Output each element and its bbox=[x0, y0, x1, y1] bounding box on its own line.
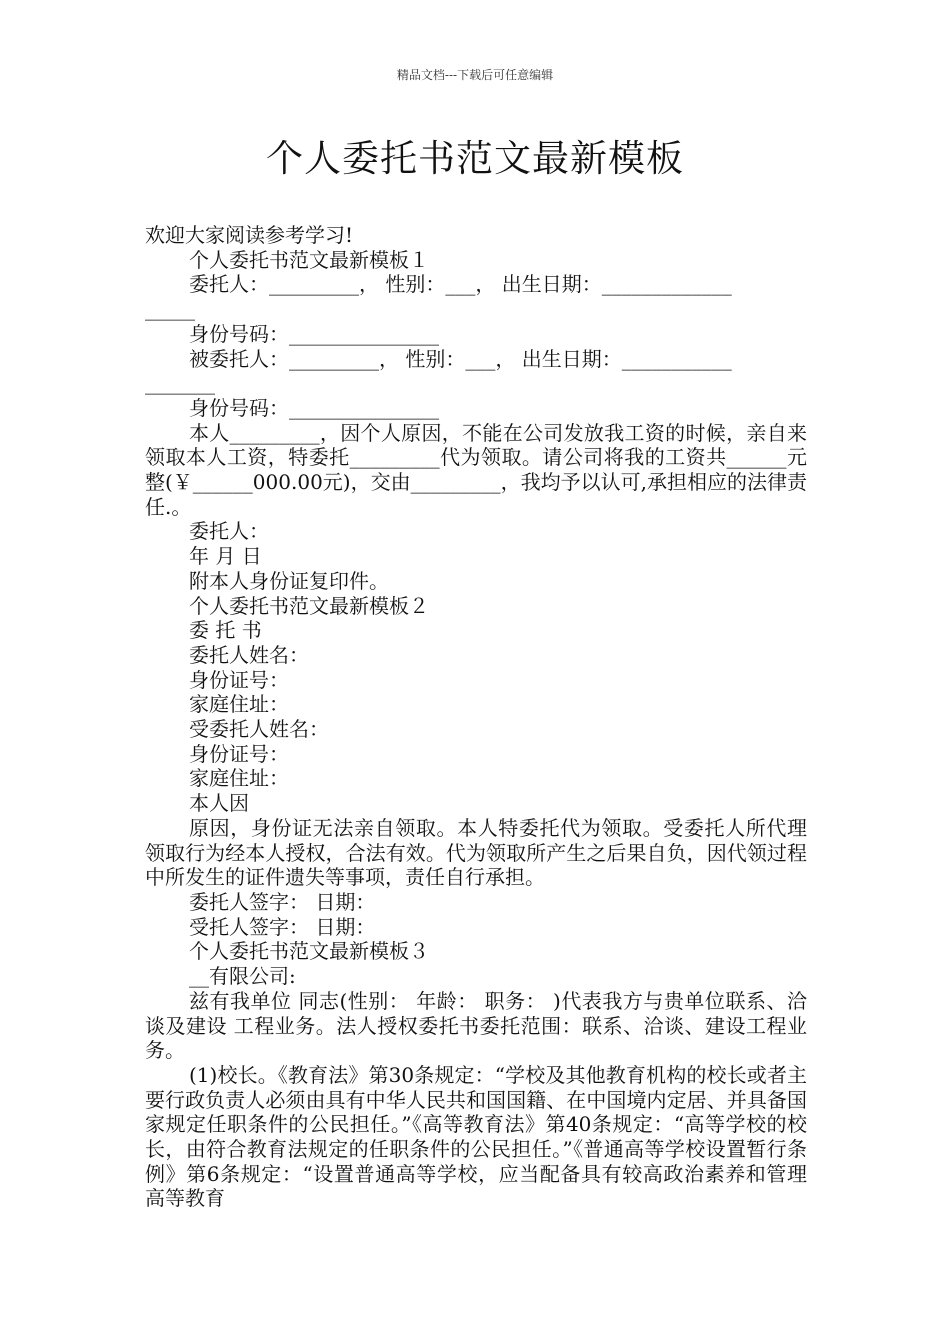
section-heading-2: 个人委托书范文最新模板２ bbox=[189, 593, 429, 618]
page-header: 精品文档---下载后可任意编辑 bbox=[396, 68, 554, 82]
paragraph-id-card: 原因，身份证无法亲自领取。本人特委托代为领取。受委托人所代理领取行为经本人授权，合法有效。代为领取所产生之后果自负，因代领过程中所发生的证件遗失等事项，责任自行承担。 bbox=[145, 815, 807, 890]
reason-line: 本人因 bbox=[189, 791, 249, 816]
principal-address-field: 家庭住址： bbox=[189, 692, 289, 717]
principal-field-wrap: _____ bbox=[145, 297, 195, 322]
paragraph-authorization: 兹有我单位 同志(性别： 年龄： 职务： )代表我方与贵单位联系、洽谈及建设 工程业务。法人授权委托书委托范围：联系、洽谈、建设工程业务。 bbox=[145, 988, 807, 1063]
paragraph-salary: 本人_________，因个人原因，不能在公司发放我工资的时候，亲自来领取本人工资，特委托_________代为领取。请公司将我的工资共______元整(￥______000.00元)，交由_________，我均予以认可,承担相应的法律责任.。 bbox=[145, 420, 807, 519]
agent-address-field: 家庭住址： bbox=[189, 766, 289, 791]
principal-field: 委托人：_________， 性别：___， 出生日期：_____________ bbox=[189, 272, 732, 297]
agent-name-field: 受委托人姓名： bbox=[189, 717, 329, 742]
agent-id-number-field: 身份号码：_______________ bbox=[189, 395, 439, 420]
section-heading-1: 个人委托书范文最新模板１ bbox=[189, 247, 429, 272]
signature-principal: 委托人： bbox=[189, 519, 269, 544]
agent-id-field: 身份证号： bbox=[189, 741, 289, 766]
section-heading-3: 个人委托书范文最新模板３ bbox=[189, 939, 429, 964]
paragraph-education-law: (1)校长。《教育法》第30条规定：“学校及其他教育机构的校长或者主要行政负责人必须由具有中华人民共和国国籍、在中国境内定居、并具备国家规定任职条件的公民担任。”《高等教育法》第40条规定：“高等学校的校长，由符合教育法规定的任职条件的公民担任。”《普通高等学校设置暂行条例》第6条规定：“设置普通高等学校，应当配备具有较高政治素养和管理高等教育 bbox=[145, 1062, 807, 1211]
document-title: 个人委托书范文最新模板 bbox=[266, 137, 684, 180]
id-number-field: 身份号码：_______________ bbox=[189, 321, 439, 346]
company-salutation: __有限公司: bbox=[189, 964, 296, 989]
principal-signature-line: 委托人签字： 日期： bbox=[189, 889, 376, 914]
intro-line: 欢迎大家阅读参考学习! bbox=[145, 223, 354, 247]
principal-name-field: 委托人姓名： bbox=[189, 642, 309, 667]
agent-signature-line: 受托人签字： 日期： bbox=[189, 914, 376, 939]
letter-title: 委 托 书 bbox=[189, 618, 262, 643]
agent-field: 被委托人：_________， 性别：___， 出生日期：___________ bbox=[189, 346, 732, 371]
attachment-note: 附本人身份证复印件。 bbox=[189, 568, 389, 593]
document-body bbox=[145, 223, 807, 1211]
principal-id-field: 身份证号： bbox=[189, 667, 289, 692]
date-line: 年 月 日 bbox=[189, 544, 262, 569]
agent-field-wrap: _______ bbox=[145, 371, 215, 396]
